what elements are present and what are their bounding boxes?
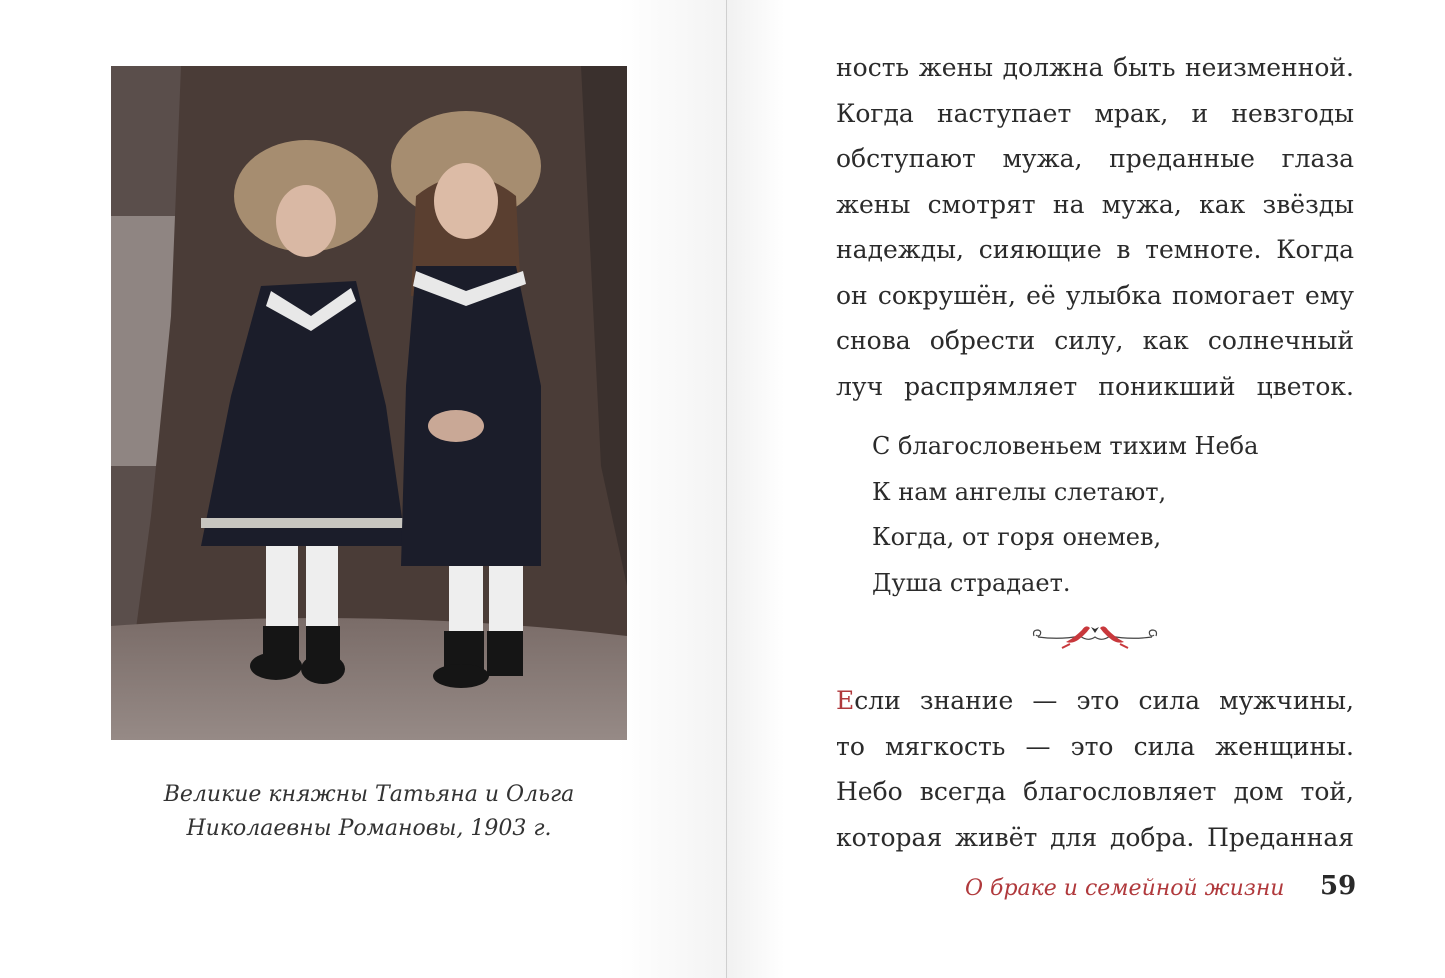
text-line: жены смотрят на мужа, как звёзды xyxy=(836,189,1354,219)
text-line: снова обрести силу, как солнечный xyxy=(836,326,1354,355)
text-line: Когда наступает мрак, и невзгоды xyxy=(836,98,1354,128)
paragraph-continued xyxy=(836,45,1354,409)
caption-line-2: Николаевны Романовы, 1903 г. xyxy=(186,816,552,841)
birds-ornament-icon xyxy=(1030,618,1160,652)
poem-line: К нам ангелы слетают, xyxy=(872,477,1167,506)
page-number: 59 xyxy=(1320,871,1357,901)
text-line: луч распрямляет поникший цветок. xyxy=(836,371,1354,401)
photo-caption xyxy=(111,778,627,846)
dropcap-letter: Е xyxy=(836,686,855,715)
first-line-rest: сли знание — это сила мужчины, xyxy=(854,686,1354,715)
text-line-first xyxy=(836,678,1354,724)
poem-line: Когда, от горя онемев, xyxy=(872,523,1162,551)
photo-illustration xyxy=(111,66,627,740)
running-footer-title: О браке и семейной жизни xyxy=(965,876,1285,901)
text-line: он сокрушён, её улыбка помогает ему xyxy=(836,280,1354,310)
caption-line-1: Великие княжны Татьяна и Ольга xyxy=(163,782,575,807)
paragraph-new xyxy=(836,678,1354,860)
text-line: то мягкость — это сила женщины. xyxy=(836,731,1354,761)
poem-line: Душа страдает. xyxy=(872,568,1071,597)
text-line: ность жены должна быть неизменной. xyxy=(836,53,1354,82)
text-line: Небо всегда благословляет дом той, xyxy=(836,777,1354,806)
poem-line: С благословеньем тихим Неба xyxy=(872,432,1259,460)
photo-grand-duchesses xyxy=(111,66,627,740)
text-line: обступают мужа, преданные глаза xyxy=(836,144,1354,173)
text-line: надежды, сияющие в темноте. Когда xyxy=(836,235,1354,264)
poem-stanza xyxy=(872,424,1258,606)
text-line: которая живёт для добра. Преданная xyxy=(836,822,1354,852)
